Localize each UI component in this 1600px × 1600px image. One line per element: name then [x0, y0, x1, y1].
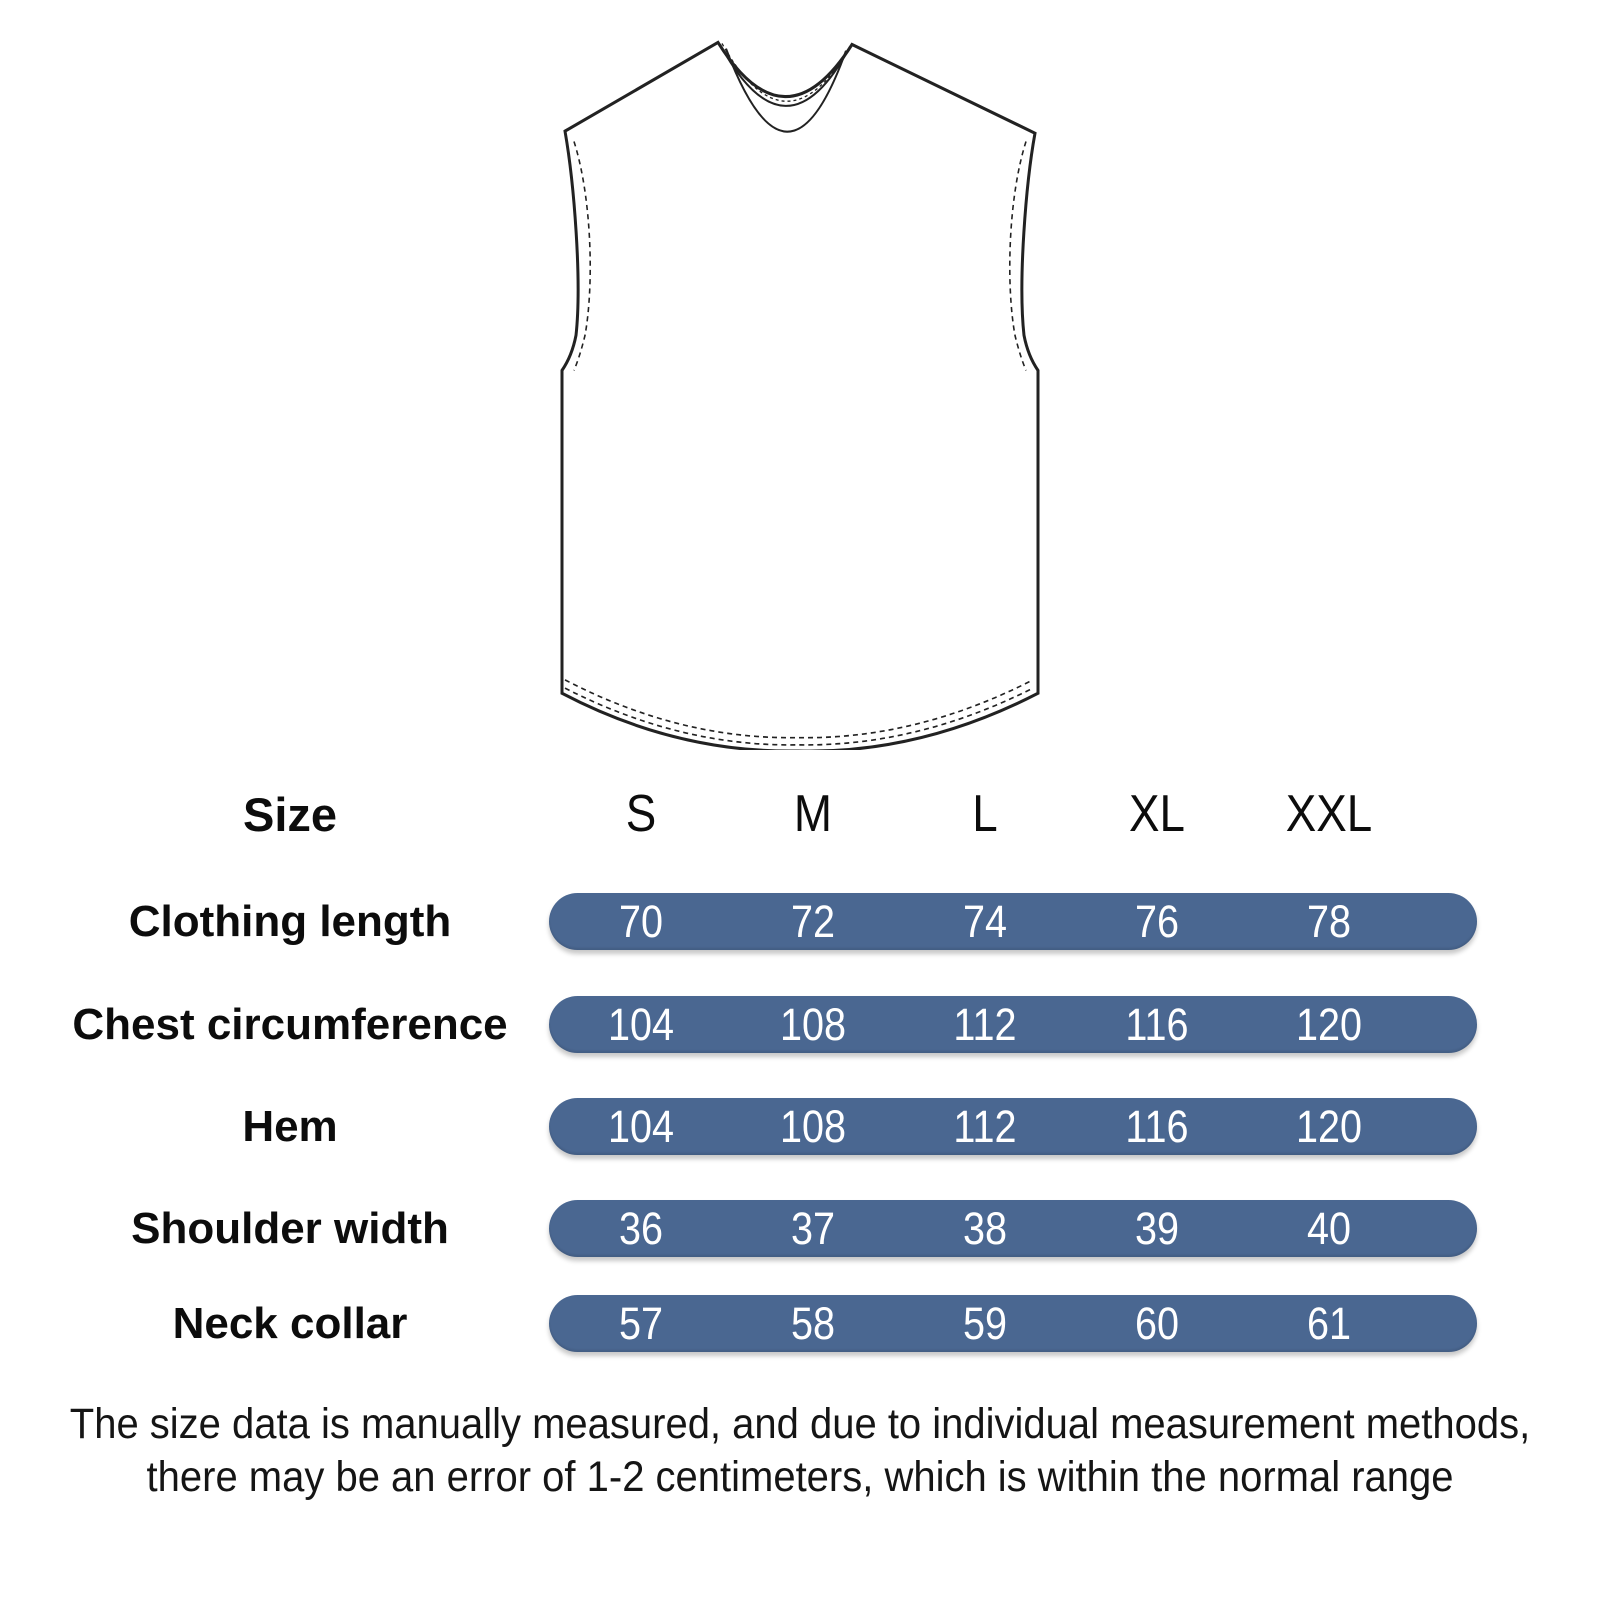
- value-cell: 40: [1306, 1202, 1352, 1254]
- value-cell: 38: [962, 1202, 1008, 1254]
- size-col-xl: XL: [1129, 785, 1185, 843]
- value-cell: 58: [790, 1297, 836, 1349]
- size-columns: [549, 782, 1477, 846]
- value-cell: 108: [779, 1100, 847, 1152]
- size-col-s: S: [625, 785, 657, 843]
- values-pill: [549, 996, 1477, 1053]
- table-row: [0, 996, 1600, 1053]
- table-row: [0, 1200, 1600, 1257]
- size-col-l: L: [972, 785, 998, 843]
- value-cell: 112: [953, 1100, 1017, 1152]
- row-label-chest-circumference: Chest circumference: [72, 999, 508, 1049]
- inner-neckline: [726, 49, 846, 132]
- value-cell: 57: [618, 1297, 664, 1349]
- value-cell: 74: [962, 895, 1008, 947]
- value-cell: 104: [607, 1100, 675, 1152]
- value-cell: 72: [790, 895, 836, 947]
- table-header-row: [0, 782, 1600, 846]
- value-cell: 112: [953, 998, 1017, 1050]
- value-cell: 60: [1134, 1297, 1180, 1349]
- table-row: [0, 893, 1600, 950]
- tank-top-diagram: [540, 28, 1060, 750]
- value-cell: 61: [1306, 1297, 1352, 1349]
- value-cell: 116: [1125, 1100, 1189, 1152]
- size-col-m: M: [793, 785, 833, 843]
- value-cell: 120: [1295, 1100, 1363, 1152]
- value-cell: 59: [962, 1297, 1008, 1349]
- garment-outline: [562, 42, 1038, 750]
- values-pill: [549, 1098, 1477, 1155]
- value-cell: 37: [790, 1202, 836, 1254]
- table-row: [0, 1295, 1600, 1352]
- disclaimer-line-2: there may be an error of 1-2 centimeters, which is within the normal range: [146, 1453, 1454, 1502]
- disclaimer-line-1: The size data is manually measured, and due to individual measurement methods,: [69, 1400, 1531, 1448]
- row-label-shoulder-width: Shoulder width: [131, 1203, 449, 1253]
- value-cell: 36: [618, 1202, 664, 1254]
- value-cell: 108: [779, 998, 847, 1050]
- values-pill: [549, 1295, 1477, 1352]
- values-pill: [549, 1200, 1477, 1257]
- size-header-label: Size: [242, 787, 338, 841]
- row-label-neck-collar: Neck collar: [172, 1298, 408, 1348]
- value-cell: 120: [1295, 998, 1363, 1050]
- value-cell: 70: [618, 895, 664, 947]
- value-cell: 116: [1125, 998, 1189, 1050]
- row-label-clothing-length: Clothing length: [128, 896, 452, 946]
- values-pill: [549, 893, 1477, 950]
- value-cell: 76: [1134, 895, 1180, 947]
- value-cell: 78: [1306, 895, 1352, 947]
- table-row: [0, 1098, 1600, 1155]
- measurement-disclaimer: [0, 1398, 1600, 1505]
- size-col-xxl: XXL: [1285, 785, 1373, 843]
- value-cell: 104: [607, 998, 675, 1050]
- value-cell: 39: [1134, 1202, 1180, 1254]
- row-label-hem: Hem: [242, 1101, 338, 1151]
- hem-stitch-line-1: [565, 680, 1033, 738]
- hem-stitch-line-2: [565, 688, 1033, 745]
